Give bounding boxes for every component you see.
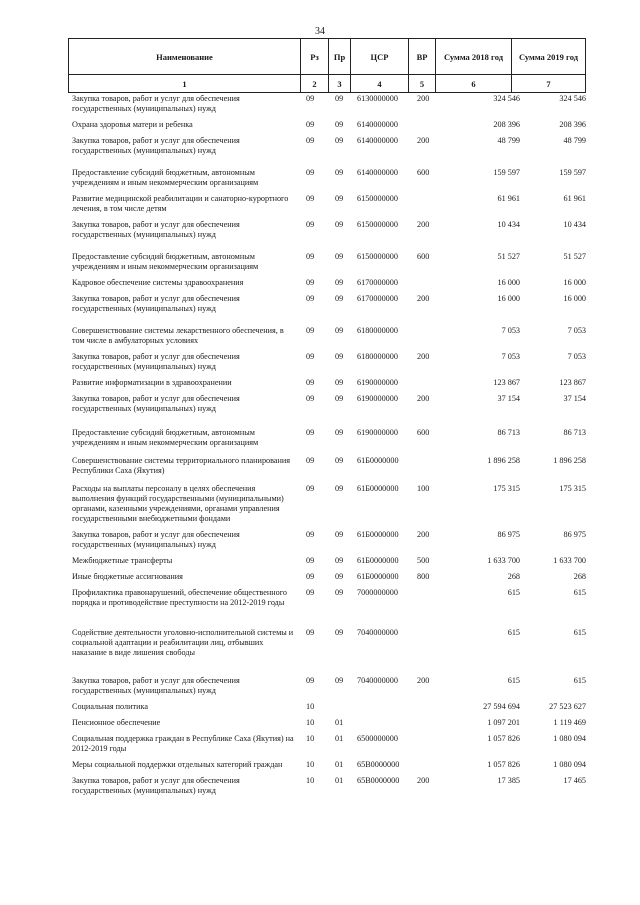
row-csr: 6130000000 [357, 94, 398, 103]
row-name: Закупка товаров, работ и услуг для обеспечения государственных (муниципальных) нужд [72, 776, 240, 795]
table-row [68, 326, 586, 346]
row-name: Предоставление субсидий бюджетным, автономным учреждениям и иным некоммерческим организациям [72, 428, 259, 447]
row-sum-2018: 86 975 [497, 530, 520, 539]
table-body [68, 94, 586, 802]
row-rz: 09 [306, 120, 315, 129]
row-rz: 09 [306, 168, 315, 177]
row-pr: 09 [335, 556, 344, 565]
row-csr: 6140000000 [357, 136, 398, 145]
row-name: Закупка товаров, работ и услуг для обеспечения государственных (муниципальных) нужд [72, 94, 240, 113]
header-num-3: 3 [329, 75, 351, 93]
row-sum-2018: 27 594 694 [483, 702, 520, 711]
table-row [68, 734, 586, 754]
row-rz: 09 [306, 220, 315, 229]
row-name: Иные бюджетные ассигнования [72, 572, 183, 581]
row-vr: 200 [417, 776, 430, 785]
row-vr: 200 [417, 530, 430, 539]
row-rz: 09 [306, 136, 315, 145]
table-row [68, 278, 586, 288]
row-rz: 10 [306, 760, 315, 769]
row-rz: 09 [306, 294, 315, 303]
row-vr: 200 [417, 352, 430, 361]
row-rz: 09 [306, 326, 315, 335]
header-sum-2019: Сумма 2019 год [512, 39, 586, 75]
row-pr: 09 [335, 294, 344, 303]
row-sum-2019: 7 053 [567, 352, 586, 361]
table-row [68, 378, 586, 388]
row-rz: 09 [306, 456, 315, 465]
row-name: Профилактика правонарушений, обеспечение общественного порядка и противодействие преступности на 2012-2019 годы [72, 588, 287, 607]
row-sum-2019: 1 080 094 [553, 734, 586, 743]
row-sum-2019: 16 000 [563, 294, 586, 303]
row-sum-2018: 7 053 [501, 326, 520, 335]
row-pr: 09 [335, 588, 344, 597]
table-row [68, 294, 586, 314]
row-rz: 09 [306, 530, 315, 539]
table-row [68, 676, 586, 696]
row-sum-2019: 86 975 [563, 530, 586, 539]
header-num-4: 4 [351, 75, 409, 93]
row-pr: 09 [335, 428, 344, 437]
row-name: Предоставление субсидий бюджетным, автономным учреждениям и иным некоммерческим организациям [72, 168, 259, 187]
row-rz: 09 [306, 278, 315, 287]
row-sum-2018: 7 053 [501, 352, 520, 361]
table-row [68, 194, 586, 214]
row-name: Социальная политика [72, 702, 148, 711]
row-sum-2019: 615 [573, 676, 586, 685]
table-row [68, 760, 586, 770]
row-csr: 6170000000 [357, 294, 398, 303]
row-sum-2018: 123 867 [493, 378, 520, 387]
table-row [68, 394, 586, 414]
row-sum-2019: 123 867 [559, 378, 586, 387]
row-sum-2018: 86 713 [497, 428, 520, 437]
table-row [68, 628, 586, 658]
row-rz: 10 [306, 702, 315, 711]
row-pr: 01 [335, 760, 344, 769]
row-sum-2019: 17 465 [563, 776, 586, 785]
table-row [68, 572, 586, 582]
row-csr: 65В0000000 [357, 776, 400, 785]
row-pr: 09 [335, 530, 344, 539]
row-csr: 61Б0000000 [357, 556, 399, 565]
row-pr: 09 [335, 352, 344, 361]
row-sum-2018: 1 097 201 [487, 718, 520, 727]
row-rz: 09 [306, 628, 315, 637]
row-rz: 09 [306, 484, 315, 493]
row-sum-2019: 175 315 [559, 484, 586, 493]
row-sum-2018: 1 057 826 [487, 760, 520, 769]
row-vr: 800 [417, 572, 430, 581]
row-csr: 6150000000 [357, 194, 398, 203]
row-pr: 09 [335, 220, 344, 229]
row-sum-2018: 16 000 [497, 294, 520, 303]
row-csr: 6190000000 [357, 428, 398, 437]
row-pr: 09 [335, 252, 344, 261]
header-name: Наименование [69, 39, 301, 75]
table-row [68, 252, 586, 272]
row-pr: 09 [335, 572, 344, 581]
row-sum-2019: 268 [573, 572, 586, 581]
row-sum-2018: 37 154 [497, 394, 520, 403]
row-name: Совершенствование системы лекарственного обеспечения, в том числе в амбулаторных условиях [72, 326, 284, 345]
row-sum-2019: 324 546 [559, 94, 586, 103]
table-row [68, 136, 586, 156]
row-name: Социальная поддержка граждан в Республике Саха (Якутия) на 2012-2019 годы [72, 734, 294, 753]
row-vr: 200 [417, 136, 430, 145]
row-csr: 6190000000 [357, 394, 398, 403]
table-row [68, 702, 586, 712]
header-csr: ЦСР [351, 39, 409, 75]
row-pr: 09 [335, 378, 344, 387]
row-rz: 10 [306, 734, 315, 743]
row-sum-2018: 615 [507, 676, 520, 685]
table-row [68, 352, 586, 372]
page-number: 34 [315, 26, 325, 37]
row-csr: 61Б0000000 [357, 456, 399, 465]
row-name: Развитие медицинской реабилитации и санаторно-курортного лечения, в том числе детям [72, 194, 289, 213]
row-rz: 09 [306, 556, 315, 565]
header-num-5: 5 [409, 75, 436, 93]
row-pr: 09 [335, 628, 344, 637]
row-pr: 09 [335, 394, 344, 403]
row-name: Кадровое обеспечение системы здравоохранения [72, 278, 244, 287]
row-vr: 200 [417, 676, 430, 685]
row-sum-2019: 16 000 [563, 278, 586, 287]
row-rz: 09 [306, 428, 315, 437]
row-sum-2018: 615 [507, 628, 520, 637]
row-rz: 09 [306, 194, 315, 203]
row-sum-2019: 615 [573, 628, 586, 637]
row-sum-2019: 1 896 258 [553, 456, 586, 465]
row-sum-2018: 16 000 [497, 278, 520, 287]
header-num-2: 2 [301, 75, 329, 93]
row-sum-2018: 1 896 258 [487, 456, 520, 465]
row-sum-2018: 175 315 [493, 484, 520, 493]
row-name: Совершенствование системы территориального планирования Республики Саха (Якутия) [72, 456, 291, 475]
row-name: Расходы на выплаты персоналу в целях обеспечения выполнения функций государственными (муниципальными) органами, казенными учреждениями, органами управления государственными внебюджетными фондами [72, 484, 284, 523]
row-csr: 65В0000000 [357, 760, 400, 769]
row-csr: 6140000000 [357, 120, 398, 129]
row-csr: 6150000000 [357, 252, 398, 261]
row-name: Межбюджетные трансферты [72, 556, 173, 565]
row-sum-2019: 48 799 [563, 136, 586, 145]
row-pr: 09 [335, 120, 344, 129]
row-name: Пенсионное обеспечение [72, 718, 161, 727]
row-vr: 200 [417, 394, 430, 403]
table-row [68, 94, 586, 114]
header-num-6: 6 [436, 75, 512, 93]
row-pr: 01 [335, 734, 344, 743]
row-sum-2019: 61 961 [563, 194, 586, 203]
row-rz: 09 [306, 94, 315, 103]
table-row [68, 220, 586, 240]
row-name: Закупка товаров, работ и услуг для обеспечения государственных (муниципальных) нужд [72, 136, 240, 155]
row-vr: 100 [417, 484, 430, 493]
row-pr: 01 [335, 718, 344, 727]
header-sum-2018: Сумма 2018 год [436, 39, 512, 75]
row-vr: 600 [417, 428, 430, 437]
row-sum-2019: 208 396 [559, 120, 586, 129]
row-name: Закупка товаров, работ и услуг для обеспечения государственных (муниципальных) нужд [72, 530, 240, 549]
header-rz: Рз [301, 39, 329, 75]
row-sum-2019: 27 523 627 [549, 702, 586, 711]
row-vr: 200 [417, 294, 430, 303]
row-pr: 09 [335, 456, 344, 465]
row-rz: 09 [306, 676, 315, 685]
row-csr: 7000000000 [357, 588, 398, 597]
row-name: Развитие информатизации в здравоохранении [72, 378, 232, 387]
row-pr: 01 [335, 776, 344, 785]
row-rz: 09 [306, 252, 315, 261]
row-name: Предоставление субсидий бюджетным, автономным учреждениям и иным некоммерческим организациям [72, 252, 259, 271]
row-sum-2018: 268 [507, 572, 520, 581]
row-name: Меры социальной поддержки отдельных категорий граждан [72, 760, 283, 769]
row-pr: 09 [335, 194, 344, 203]
row-vr: 600 [417, 168, 430, 177]
row-rz: 09 [306, 378, 315, 387]
header-num-1: 1 [69, 75, 301, 93]
row-vr: 600 [417, 252, 430, 261]
row-sum-2019: 615 [573, 588, 586, 597]
row-csr: 6140000000 [357, 168, 398, 177]
row-vr: 200 [417, 220, 430, 229]
row-sum-2019: 1 633 700 [553, 556, 586, 565]
row-pr: 09 [335, 326, 344, 335]
row-pr: 09 [335, 484, 344, 493]
row-csr: 7040000000 [357, 676, 398, 685]
row-sum-2019: 10 434 [563, 220, 586, 229]
row-sum-2018: 10 434 [497, 220, 520, 229]
row-rz: 09 [306, 352, 315, 361]
row-sum-2019: 1 080 094 [553, 760, 586, 769]
row-pr: 09 [335, 676, 344, 685]
row-rz: 09 [306, 588, 315, 597]
row-csr: 6150000000 [357, 220, 398, 229]
row-name: Закупка товаров, работ и услуг для обеспечения государственных (муниципальных) нужд [72, 220, 240, 239]
row-sum-2019: 7 053 [567, 326, 586, 335]
row-sum-2018: 61 961 [497, 194, 520, 203]
table-row [68, 428, 586, 448]
row-name: Закупка товаров, работ и услуг для обеспечения государственных (муниципальных) нужд [72, 352, 240, 371]
row-name: Закупка товаров, работ и услуг для обеспечения государственных (муниципальных) нужд [72, 676, 240, 695]
header-vr: ВР [409, 39, 436, 75]
row-sum-2018: 615 [507, 588, 520, 597]
row-sum-2018: 159 597 [493, 168, 520, 177]
row-csr: 61Б0000000 [357, 530, 399, 539]
row-pr: 09 [335, 168, 344, 177]
row-sum-2018: 1 633 700 [487, 556, 520, 565]
row-rz: 09 [306, 394, 315, 403]
row-rz: 10 [306, 718, 315, 727]
row-sum-2019: 1 119 469 [553, 718, 586, 727]
header-num-7: 7 [512, 75, 586, 93]
row-csr: 61Б0000000 [357, 484, 399, 493]
row-csr: 61Б0000000 [357, 572, 399, 581]
table-row [68, 776, 586, 796]
row-sum-2019: 37 154 [563, 394, 586, 403]
row-name: Закупка товаров, работ и услуг для обеспечения государственных (муниципальных) нужд [72, 294, 240, 313]
row-sum-2018: 48 799 [497, 136, 520, 145]
row-csr: 6180000000 [357, 326, 398, 335]
row-sum-2018: 208 396 [493, 120, 520, 129]
row-sum-2018: 324 546 [493, 94, 520, 103]
row-vr: 500 [417, 556, 430, 565]
table-row [68, 120, 586, 130]
row-csr: 6170000000 [357, 278, 398, 287]
row-sum-2019: 86 713 [563, 428, 586, 437]
row-sum-2019: 159 597 [559, 168, 586, 177]
table-row [68, 456, 586, 476]
row-sum-2018: 1 057 826 [487, 734, 520, 743]
row-csr: 7040000000 [357, 628, 398, 637]
row-csr: 6190000000 [357, 378, 398, 387]
table-row [68, 588, 586, 608]
row-pr: 09 [335, 136, 344, 145]
row-name: Охрана здоровья матери и ребенка [72, 120, 193, 129]
table-row [68, 168, 586, 188]
row-sum-2018: 51 527 [497, 252, 520, 261]
header-pr: Пр [329, 39, 351, 75]
row-csr: 6500000000 [357, 734, 398, 743]
row-csr: 6180000000 [357, 352, 398, 361]
table-row [68, 484, 586, 524]
row-pr: 09 [335, 278, 344, 287]
table-row [68, 556, 586, 566]
row-vr: 200 [417, 94, 430, 103]
row-rz: 09 [306, 572, 315, 581]
row-sum-2018: 17 385 [497, 776, 520, 785]
row-sum-2019: 51 527 [563, 252, 586, 261]
row-name: Содействие деятельности уголовно-исполнительной системы и социальной адаптации и реабилитации лиц, отбывших наказание в виде лишения свободы [72, 628, 294, 657]
table-header [68, 38, 586, 93]
row-rz: 10 [306, 776, 315, 785]
table-row [68, 530, 586, 550]
table-row [68, 718, 586, 728]
row-name: Закупка товаров, работ и услуг для обеспечения государственных (муниципальных) нужд [72, 394, 240, 413]
row-pr: 09 [335, 94, 344, 103]
